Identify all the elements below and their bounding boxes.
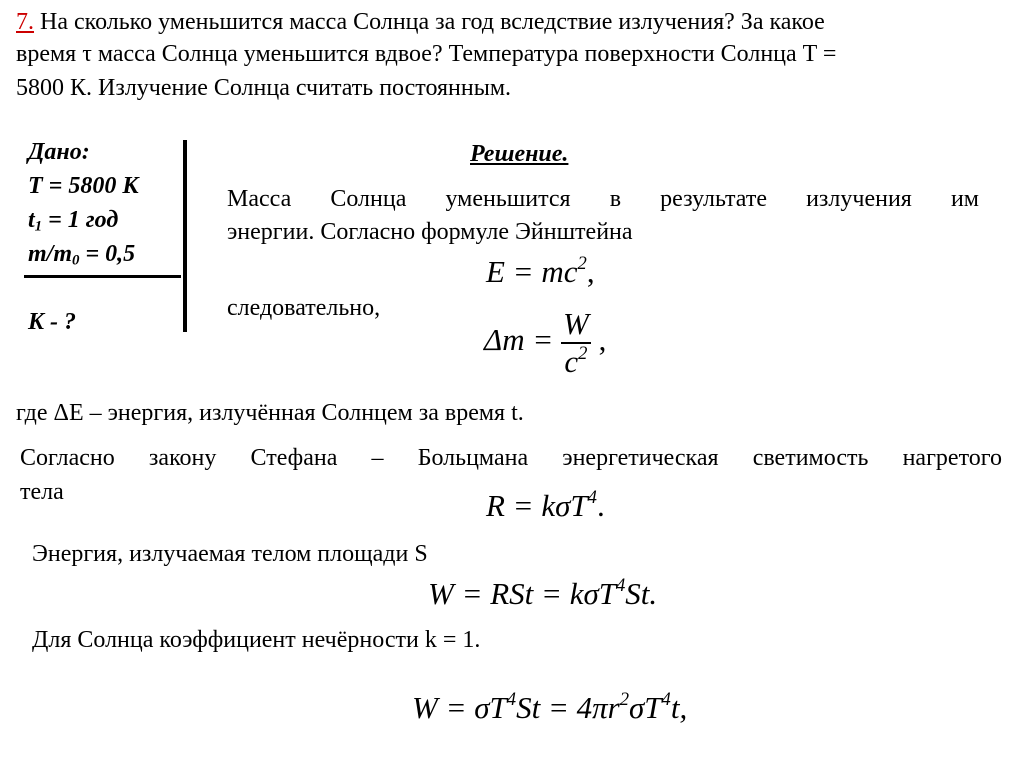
- solution-paragraph-line-2: энергии. Согласно формуле Эйнштейна: [227, 219, 633, 245]
- fraction-denominator-exp: 2: [578, 342, 588, 364]
- formula-sun-c: σT: [629, 690, 662, 725]
- formula-sun-exp3: 4: [661, 688, 671, 710]
- problem-number: 7.: [16, 9, 34, 35]
- given-title: Дано:: [28, 139, 90, 165]
- fraction-denominator-base: c: [564, 344, 579, 379]
- problem-line-3: 5800 К. Излучение Солнца считать постоянным.: [16, 75, 512, 101]
- formula-energy-a: W = RSt = kσT: [428, 576, 616, 611]
- formula-einstein-lhs: E = mc: [486, 254, 578, 289]
- given-find: K - ?: [28, 309, 76, 335]
- formula-sun-exp2: 2: [619, 688, 630, 710]
- given-vertical-rule: [183, 140, 187, 332]
- formula-sun-a: W = σT: [412, 690, 507, 725]
- formula-sun-b: St = 4πr: [516, 690, 620, 725]
- solution-heading: Решение.: [470, 141, 569, 167]
- problem-line-1: [16, 6, 825, 38]
- formula-mass-loss: [484, 306, 606, 380]
- formula-sun-energy: [412, 690, 687, 726]
- formula-energy-exp: 4: [616, 574, 626, 596]
- sun-coefficient-text: Для Солнца коэффициент нечёрности k = 1.: [32, 627, 481, 653]
- formula-sun-exp1: 4: [506, 688, 517, 710]
- given-ratio-var: m/m: [28, 241, 73, 267]
- given-time-value: = 1 год: [42, 207, 119, 233]
- fraction-numerator: W: [563, 306, 589, 341]
- solution-paragraph-line-1: Масса Солнца уменьшится в результате излучения им: [227, 186, 979, 212]
- given-time-var: t: [28, 207, 35, 233]
- problem-line-2: время τ масса Солнца уменьшится вдвое? Температура поверхности Солнца T =: [16, 41, 837, 67]
- stefan-law-line-2: тела: [20, 479, 64, 505]
- formula-einstein-tail: ,: [586, 254, 595, 289]
- fraction-denominator: [561, 344, 591, 380]
- formula-sb-tail: .: [596, 488, 605, 523]
- given-time: [28, 204, 118, 236]
- given-divider: [24, 275, 181, 278]
- given-temperature: T = 5800 К: [28, 173, 139, 199]
- given-ratio-sub: 0: [72, 252, 80, 269]
- delta-e-explanation: где ΔE – энергия, излучённая Солнцем за время t.: [16, 400, 524, 426]
- formula-sb-exp: 4: [587, 486, 597, 508]
- energy-text: Энергия, излучаемая телом площади S: [32, 541, 428, 567]
- formula-sun-d: t,: [670, 690, 688, 725]
- formula-stefan-boltzmann: [486, 488, 605, 524]
- formula-einstein-exp: 2: [577, 252, 587, 274]
- problem-text-1: На сколько уменьшится масса Солнца за год вследствие излучения? За какое: [34, 9, 825, 35]
- formula-mass-loss-tail: ,: [598, 322, 607, 358]
- given-time-sub: 1: [34, 218, 43, 235]
- formula-energy-b: St.: [625, 576, 658, 611]
- consequently-text: следовательно,: [227, 295, 381, 321]
- formula-energy: [428, 576, 657, 612]
- given-ratio: [28, 238, 135, 270]
- formula-einstein: [486, 254, 595, 290]
- formula-mass-loss-lhs: Δm =: [484, 322, 554, 358]
- stefan-law-line-1: Согласно закону Стефана – Больцмана энергетическая светимость нагретого: [20, 445, 1002, 471]
- formula-mass-loss-fraction: [561, 306, 591, 380]
- given-ratio-value: = 0,5: [79, 241, 136, 267]
- formula-sb-lhs: R = kσT: [486, 488, 588, 523]
